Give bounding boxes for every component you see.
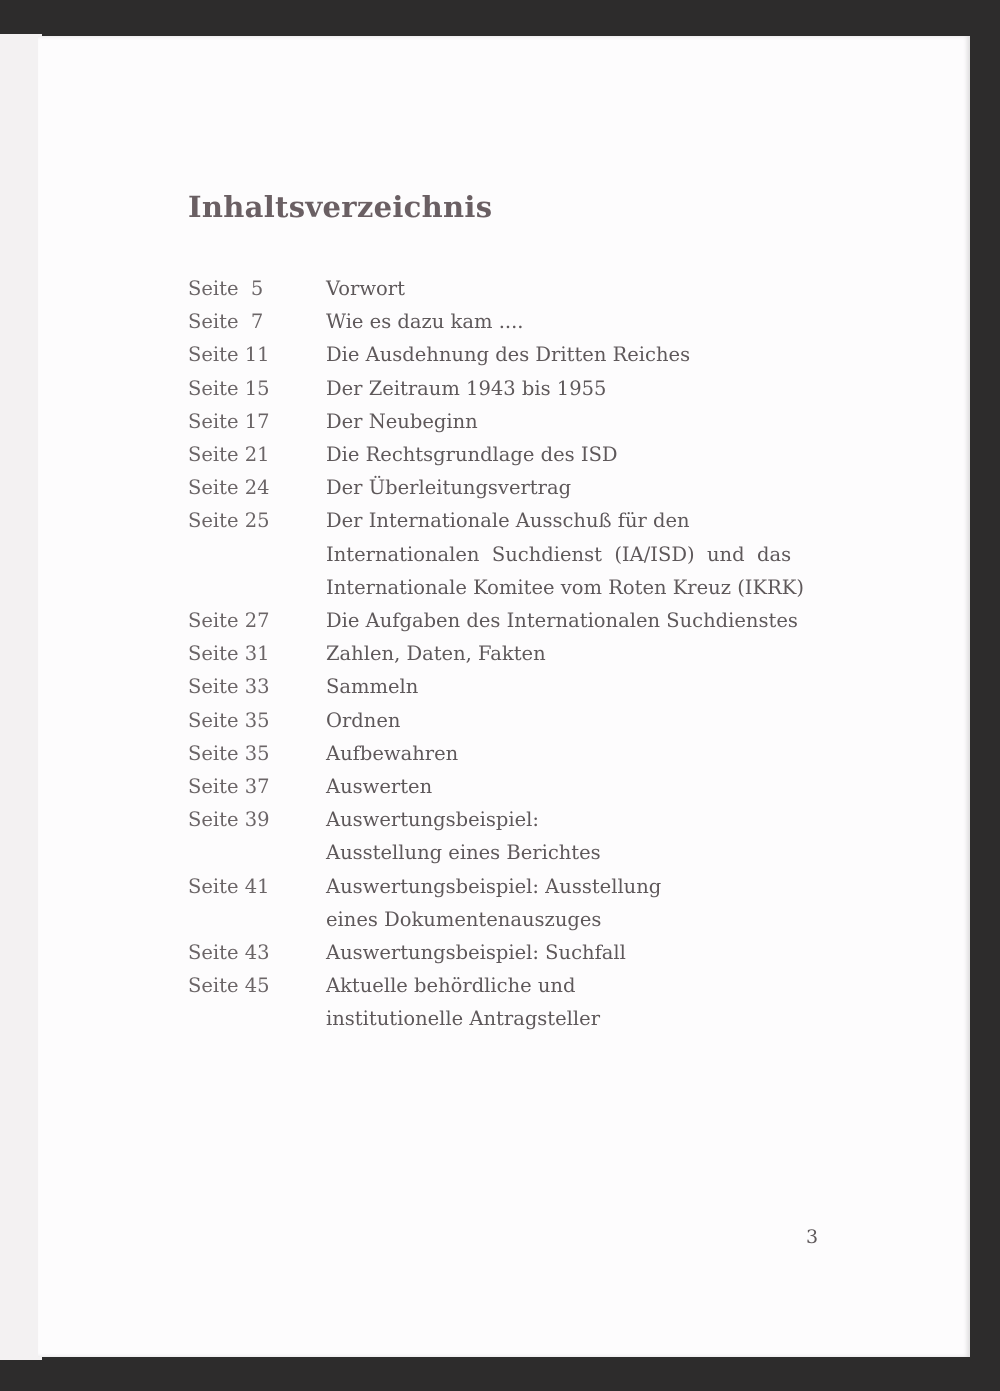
page-title: Inhaltsverzeichnis	[188, 190, 493, 224]
toc-entry-title	[326, 305, 828, 338]
toc-page-ref: Seite 45	[188, 974, 270, 998]
toc-entry-line: Der Zeitraum 1943 bis 1955	[326, 376, 607, 400]
toc-entry-line: Internationale Komitee vom Roten Kreuz (IKRK)	[326, 575, 804, 599]
toc-entry-line: eines Dokumentenauszuges	[326, 907, 602, 931]
toc-entry	[188, 737, 828, 770]
toc-page-ref: Seite 21	[188, 443, 270, 467]
toc-entry-title	[326, 704, 828, 737]
toc-entry-line: Wie es dazu kam ....	[326, 310, 524, 334]
toc-entry-line: Vorwort	[326, 277, 405, 300]
previous-page-edge	[0, 34, 42, 1360]
toc-page-ref: Seite 37	[188, 775, 270, 799]
toc-entry-line: institutionelle Antragsteller	[326, 1007, 601, 1031]
toc-page-ref: Seite 31	[188, 642, 270, 666]
toc-entry-line: Ordnen	[326, 708, 401, 732]
toc-entry-title	[326, 604, 828, 637]
toc-page-ref: Seite 41	[188, 874, 270, 898]
toc-entry	[188, 704, 828, 737]
toc-entry	[188, 936, 828, 969]
toc-entry	[188, 670, 828, 703]
toc-entry-title	[326, 471, 828, 504]
toc-entry	[188, 405, 828, 438]
toc-entry-line: Die Ausdehnung des Dritten Reiches	[326, 343, 691, 367]
toc-page-ref: Seite 25	[188, 509, 270, 533]
toc-entry-title	[326, 969, 828, 1035]
toc-entry	[188, 803, 828, 869]
toc-entry-line: Die Aufgaben des Internationalen Suchdienstes	[326, 609, 798, 633]
page-number: 3	[806, 1226, 819, 1248]
toc-entry	[188, 637, 828, 670]
toc-entry-title	[326, 372, 828, 405]
toc-entry	[188, 770, 828, 803]
toc-entry	[188, 969, 828, 1035]
toc-entry-line: Auswertungsbeispiel: Suchfall	[326, 941, 626, 965]
toc-entry-title	[326, 338, 828, 371]
toc-entry-line: Ausstellung eines Berichtes	[326, 841, 601, 865]
toc-page-ref: Seite 35	[188, 741, 270, 765]
toc-entry-line: Der Neubeginn	[326, 409, 478, 433]
toc-entry-title	[326, 637, 828, 670]
toc-entry-title	[326, 670, 828, 703]
toc-entry-line: Der Internationale Ausschuß für den	[326, 509, 690, 533]
toc-entry	[188, 438, 828, 471]
toc-entry	[188, 372, 828, 405]
toc-entry-title	[326, 272, 828, 305]
toc-page-ref: Seite 27	[188, 609, 270, 633]
toc-page-ref: Seite 11	[188, 343, 270, 367]
toc-entry-line: Auswerten	[326, 775, 433, 799]
toc-page-ref: Seite 33	[188, 675, 270, 699]
toc-entry	[188, 471, 828, 504]
toc-entry-line: Zahlen, Daten, Fakten	[326, 642, 546, 666]
toc-page-ref: Seite 15	[188, 376, 270, 400]
toc-page-ref: Seite 35	[188, 708, 270, 732]
toc-entry	[188, 305, 828, 338]
toc-entry-title	[326, 770, 828, 803]
toc-entry-line: Der Überleitungsvertrag	[326, 476, 572, 500]
toc-entry-line: Auswertungsbeispiel: Ausstellung	[326, 874, 662, 898]
toc-entry-line: Aktuelle behördliche und	[326, 974, 576, 998]
toc-entry-line: Sammeln	[326, 675, 419, 699]
toc-entry	[188, 504, 828, 604]
toc-page-ref: Seite 17	[188, 409, 270, 433]
toc-page-ref: Seite 43	[188, 941, 270, 965]
toc-entry	[188, 338, 828, 371]
toc-entry-title	[326, 737, 828, 770]
toc-entry	[188, 604, 828, 637]
toc-entry-title	[326, 803, 828, 869]
toc-entry-line: Die Rechtsgrundlage des ISD	[326, 443, 618, 467]
toc-entry-title	[326, 438, 828, 471]
toc-entry-line: Aufbewahren	[326, 741, 459, 765]
toc-entry-title	[326, 936, 828, 969]
toc-entry	[188, 272, 828, 305]
toc-entry-title	[326, 504, 828, 604]
toc-page-ref: Seite 39	[188, 808, 270, 832]
toc-page-ref: Seite 7	[188, 310, 264, 334]
toc-entry-line: Auswertungsbeispiel:	[326, 808, 539, 832]
table-of-contents	[188, 272, 828, 1036]
toc-page-ref: Seite 5	[188, 277, 264, 300]
toc-entry-title	[326, 870, 828, 936]
toc-entry	[188, 870, 828, 936]
toc-entry-line: Internationalen Suchdienst (IA/ISD) und das	[326, 542, 792, 566]
toc-page-ref: Seite 24	[188, 476, 270, 500]
toc-entry-title	[326, 405, 828, 438]
